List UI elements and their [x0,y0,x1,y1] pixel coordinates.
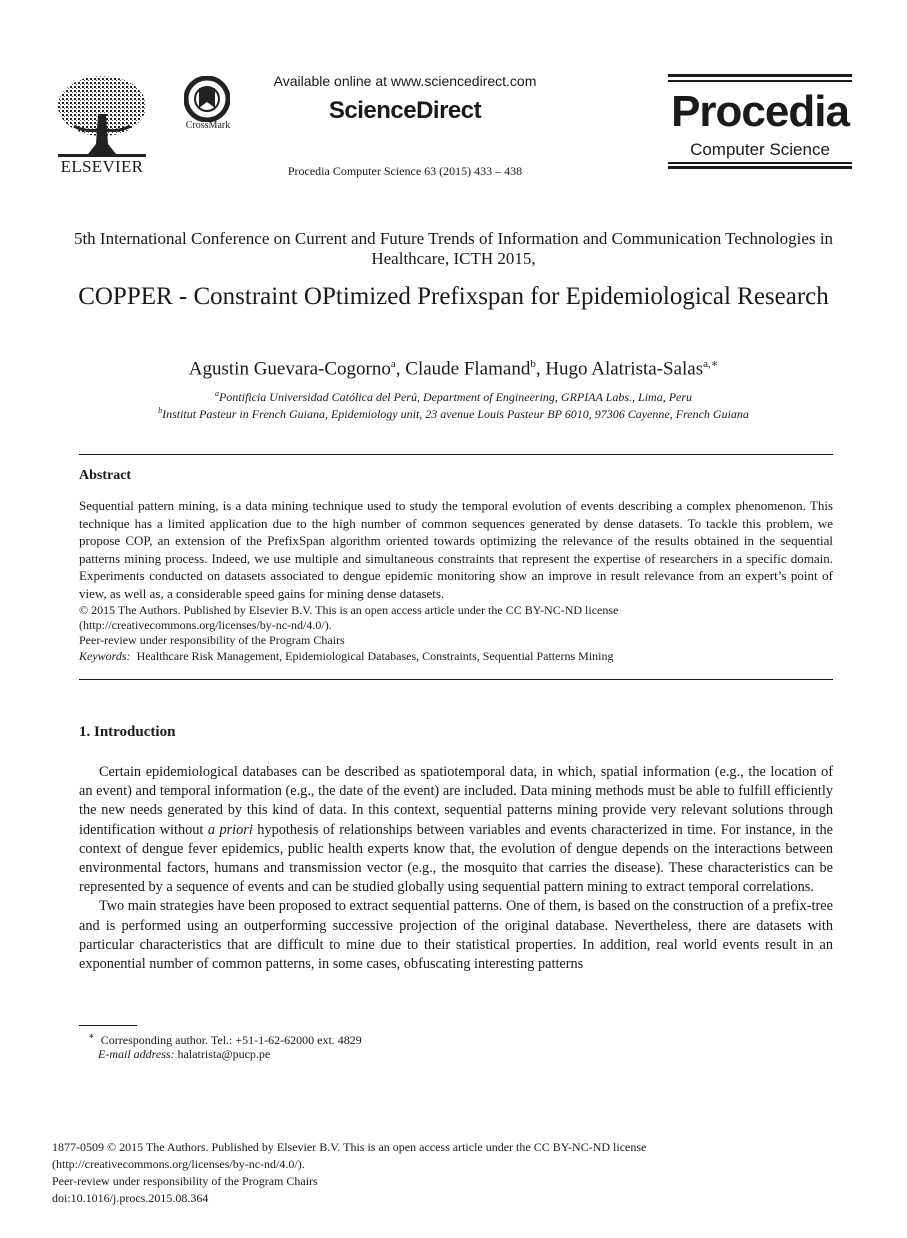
procedia-rule-bottom [668,166,852,169]
abstract-heading: Abstract [79,468,132,483]
affiliation-text: Institut Pasteur in French Guiana, Epidemiology unit, 23 avenue Louis Pasteur BP 6010, 97306 Cayenne, French Guiana [162,407,749,421]
procedia-wordmark: Procedia [671,87,849,136]
keywords-text: Healthcare Risk Management, Epidemiological Databases, Constraints, Sequential Patterns Mining [136,649,614,663]
abstract-body: Sequential pattern mining, is a data mining technique used to study the temporal evolution of events describing a complex phenomenon. This technique has a limited application due to the high number of common sequences generated by dense datasets. To tackle this problem, we propose COP, an extension of the PrefixSpan algorithm oriented towards optimizing the relevance of the results obtained in the sequential patterns mining process. Indeed, we use multiple and simultaneous constraints that represent the expertise of researchers in a specific domain. Experiments conducted on datasets associated to dengue epidemic monitoring show an improve in result relevance from an expert’s point of view, as well as, a considerable speed gains for mining dense datasets. [79,498,833,601]
affiliation-mark: b [158,406,163,415]
keywords-line [79,649,833,664]
procedia-rule-top [668,74,852,77]
affiliation-text: Pontificia Universidad Católica del Perú, Department of Engineering, GRPIAA Labs., Lima, Peru [218,390,693,404]
intro-paragraph-1 [79,763,833,897]
author-name: Hugo Alatrista-Salas [545,358,704,380]
author-name: Claude Flamand [405,358,531,380]
journal-citation: Procedia Computer Science 63 (2015) 433 – 438 [287,164,523,178]
bottom-peer-review: Peer-review under responsibility of the Program Chairs [52,1174,318,1188]
keywords-label: Keywords: [79,649,131,663]
crossmark-icon[interactable] [184,76,230,122]
paper-title: COPPER - Constraint OPtimized Prefixspan for Epidemiological Research [78,283,829,310]
abstract-rule-top [79,454,833,455]
procedia-rule-bottom-thin [668,162,852,164]
elsevier-tree-logo [54,74,150,158]
procedia-rule-top-thin [668,80,852,82]
sciencedirect-wordmark: ScienceDirect [328,97,482,124]
intro-paragraph-2: Two main strategies have been proposed to extract sequential patterns. One of them, is based on the construction of a prefix-tree and is performed using an outperforming successive projection of the original database. Nevertheless, there are datasets with particular characteristics that are difficult to mine due to their statistical properties. In addition, real world events result in an exponential number of common patterns, in some cases, obfuscating interesting patterns [79,898,833,973]
footnote-corresponding [88,1031,362,1048]
issn-copyright-line: 1877-0509 © 2015 The Authors. Published by Elsevier B.V. This is an open access article under the CC BY-NC-ND license [52,1140,647,1154]
author-affil-mark: a [390,358,396,370]
conference-name: 5th International Conference on Current and Future Trends of Information and Communication Technologies in Healthcare, ICTH 2015, [73,229,834,268]
doi-link[interactable]: doi:10.1016/j.procs.2015.08.364 [52,1191,209,1205]
email-label: E-mail address: [98,1047,175,1061]
paragraph-text: hypothesis of relationships between variables and events characterized in time. For instance, in the context of dengue fever epidemics, public health experts know that, the evolution of dengue depends on the interactions between environmental factors, humans and transmission vector (e.g., the mosquito that carries the disease). These characteristics can be represented by a sequence of events and can be studied globally using sequential pattern mining to extract temporal correlations. [79,821,833,896]
abstract-rule-bottom [79,679,833,680]
license-link[interactable]: (http://creativecommons.org/licenses/by-nc-nd/4.0/). [79,618,332,632]
copyright-line: © 2015 The Authors. Published by Elsevier B.V. This is an open access article under the CC BY-NC-ND license [79,603,619,617]
elsevier-wordmark: ELSEVIER [60,157,144,176]
author-affil-mark: a,∗ [703,358,719,370]
emphasis-text: a priori [207,821,253,838]
footnote-email [98,1047,270,1062]
affiliation-mark: a [214,389,219,398]
footnote-rule [79,1025,137,1026]
intro-body [79,763,833,974]
available-online-text[interactable]: Available online at www.sciencedirect.com [273,73,537,89]
bottom-license-link[interactable]: (http://creativecommons.org/licenses/by-nc-nd/4.0/). [52,1157,305,1171]
footnote-text: Corresponding author. Tel.: +51-1-62-62000 ext. 4829 [100,1033,362,1047]
crossmark-label: CrossMark [185,120,231,131]
footnote-mark: ∗ [88,1031,95,1042]
affiliation-a [60,389,847,405]
procedia-logo [668,74,852,170]
email-address[interactable]: halatrista@pucp.pe [177,1047,271,1061]
procedia-subtitle: Computer Science [690,140,830,159]
author-list: Agustin Guevara-Cogorno$^a$, Claude Flamand$^b$, Hugo Alatrista-Salas$^{a,∗}$ [188,358,719,380]
author-affil-mark: b [530,358,536,370]
peer-review-line: Peer-review under responsibility of the Program Chairs [79,633,345,647]
author-name: Agustin Guevara-Cogorno [188,358,391,380]
section-heading: 1. Introduction [79,724,176,740]
paragraph-text: Certain epidemiological databases can be described as spatiotemporal data, in which, spatial information (e.g., the location of an event) and temporal information (e.g., the date of the event) are included. Data mining methods must be able to fulfill efficiently the new needs generated by this kind of data. In this context, sequential patterns mining provide very relevant solutions through identification without [79,764,833,838]
affiliation-b [60,406,847,422]
